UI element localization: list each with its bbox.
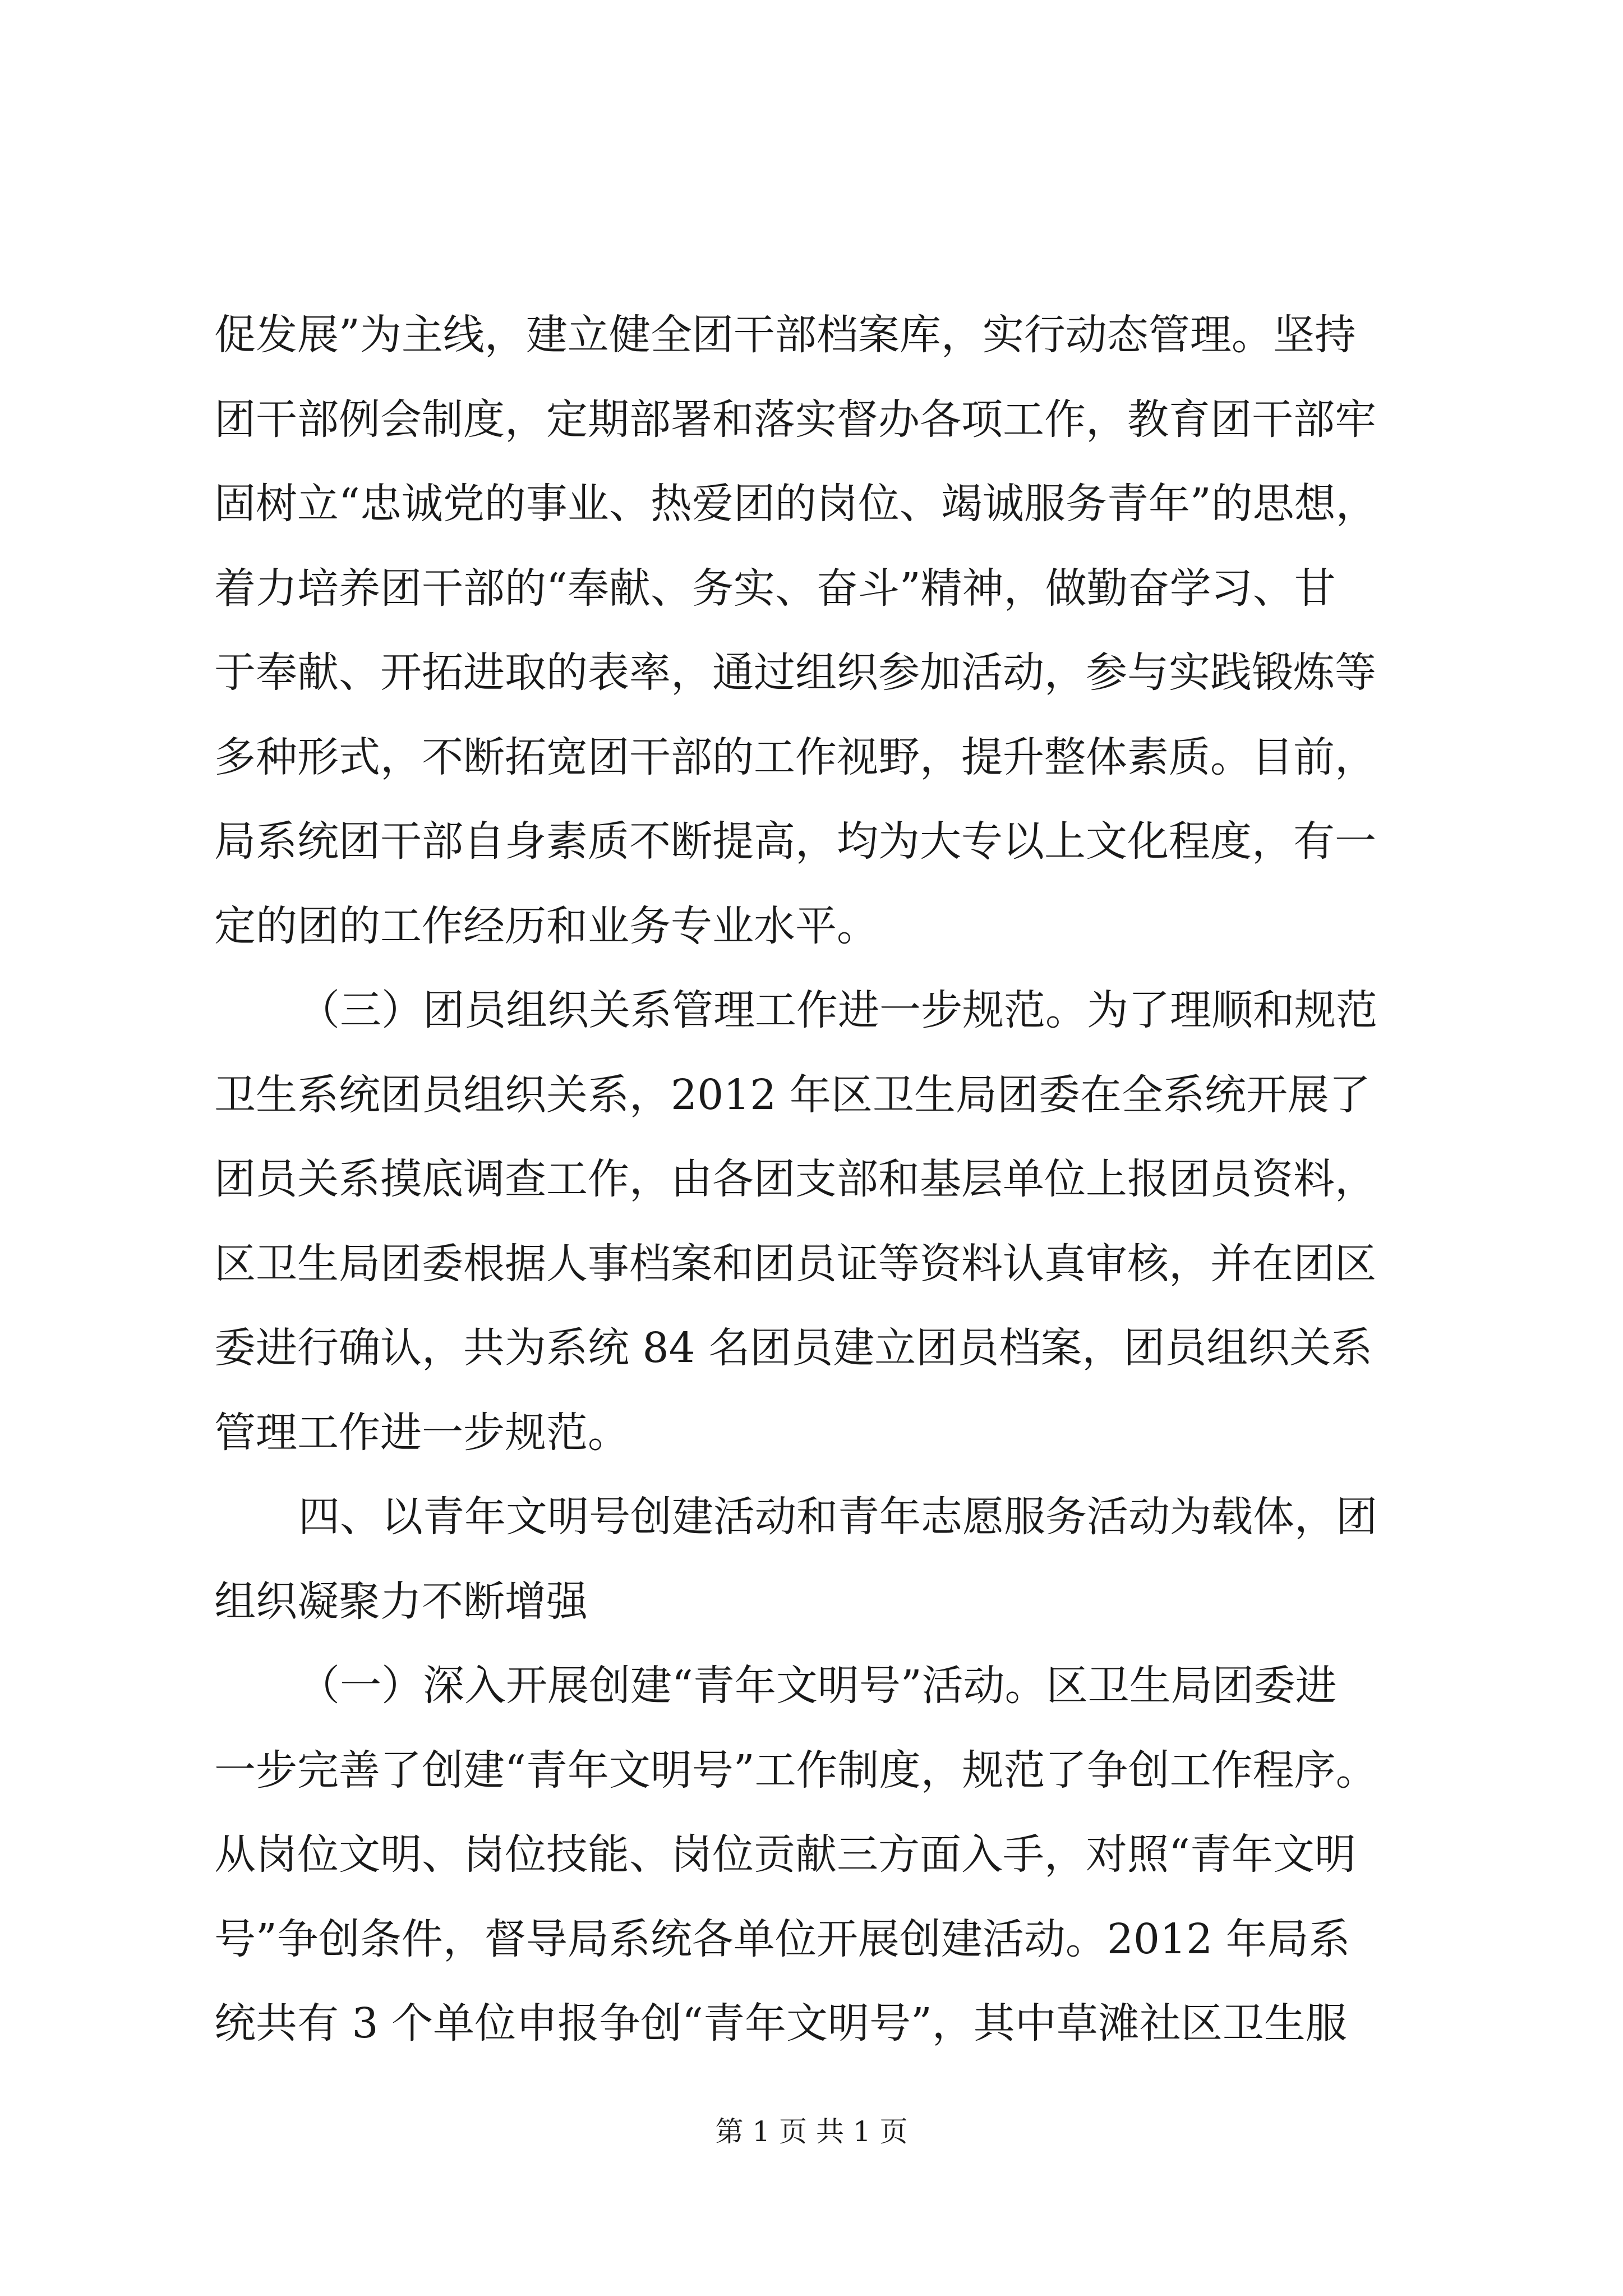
text-line: 号”争创条件，督导局系统各单位开展创建活动。2012 年局系: [214, 1915, 1350, 1963]
text-line: 多种形式，不断拓宽团干部的工作视野，提升整体素质。目前，: [214, 733, 1376, 781]
paragraph-start-line: （三）团员组织关系管理工作进一步规范。为了理顺和规范: [298, 986, 1377, 1034]
text-line: 局系统团干部自身素质不断提高，均为大专以上文化程度，有一: [214, 817, 1376, 866]
section-heading-line: 四、以青年文明号创建活动和青年志愿服务活动为载体，团: [298, 1493, 1377, 1541]
text-line: 着力培养团干部的“奉献、务实、奋斗”精神，做勤奋学习、甘: [214, 564, 1336, 613]
text-line: 统共有 3 个单位申报争创“青年文明号”，其中草滩社区卫生服: [214, 1999, 1347, 2047]
paragraph-start-line: （一）深入开展创建“青年文明号”活动。区卫生局团委进: [298, 1662, 1337, 1710]
text-line: 委进行确认，共为系统 84 名团员建立团员档案，团员组织关系: [214, 1324, 1373, 1372]
text-line: 区卫生局团委根据人事档案和团员证等资料认真审核，并在团区: [214, 1239, 1376, 1288]
text-line: 卫生系统团员组织关系，2012 年区卫生局团委在全系统开展了: [214, 1070, 1371, 1119]
body-text: [214, 293, 1426, 2066]
text-line: 一步完善了创建“青年文明号”工作制度，规范了争创工作程序。: [214, 1746, 1377, 1795]
section-heading-line: 组织凝聚力不断增强: [214, 1577, 588, 1626]
text-line: 定的团的工作经历和业务专业水平。: [214, 901, 878, 950]
page-footer: 第 1 页 共 1 页: [715, 2115, 908, 2148]
text-line: 团员关系摸底调查工作，由各团支部和基层单位上报团员资料，: [214, 1155, 1376, 1203]
text-line: 于奉献、开拓进取的表率，通过组织参加活动，参与实践锻炼等: [214, 648, 1376, 697]
text-line: 固树立“忠诚党的事业、热爱团的岗位、竭诚服务青年”的思想，: [214, 480, 1377, 528]
text-line: 团干部例会制度，定期部署和落实督办各项工作，教育团干部牢: [214, 395, 1376, 444]
text-line: 促发展”为主线，建立健全团干部档案库，实行动态管理。坚持: [214, 311, 1356, 359]
text-line: 管理工作进一步规范。: [214, 1408, 629, 1457]
text-line: 从岗位文明、岗位技能、岗位贡献三方面入手，对照“青年文明: [214, 1830, 1356, 1879]
